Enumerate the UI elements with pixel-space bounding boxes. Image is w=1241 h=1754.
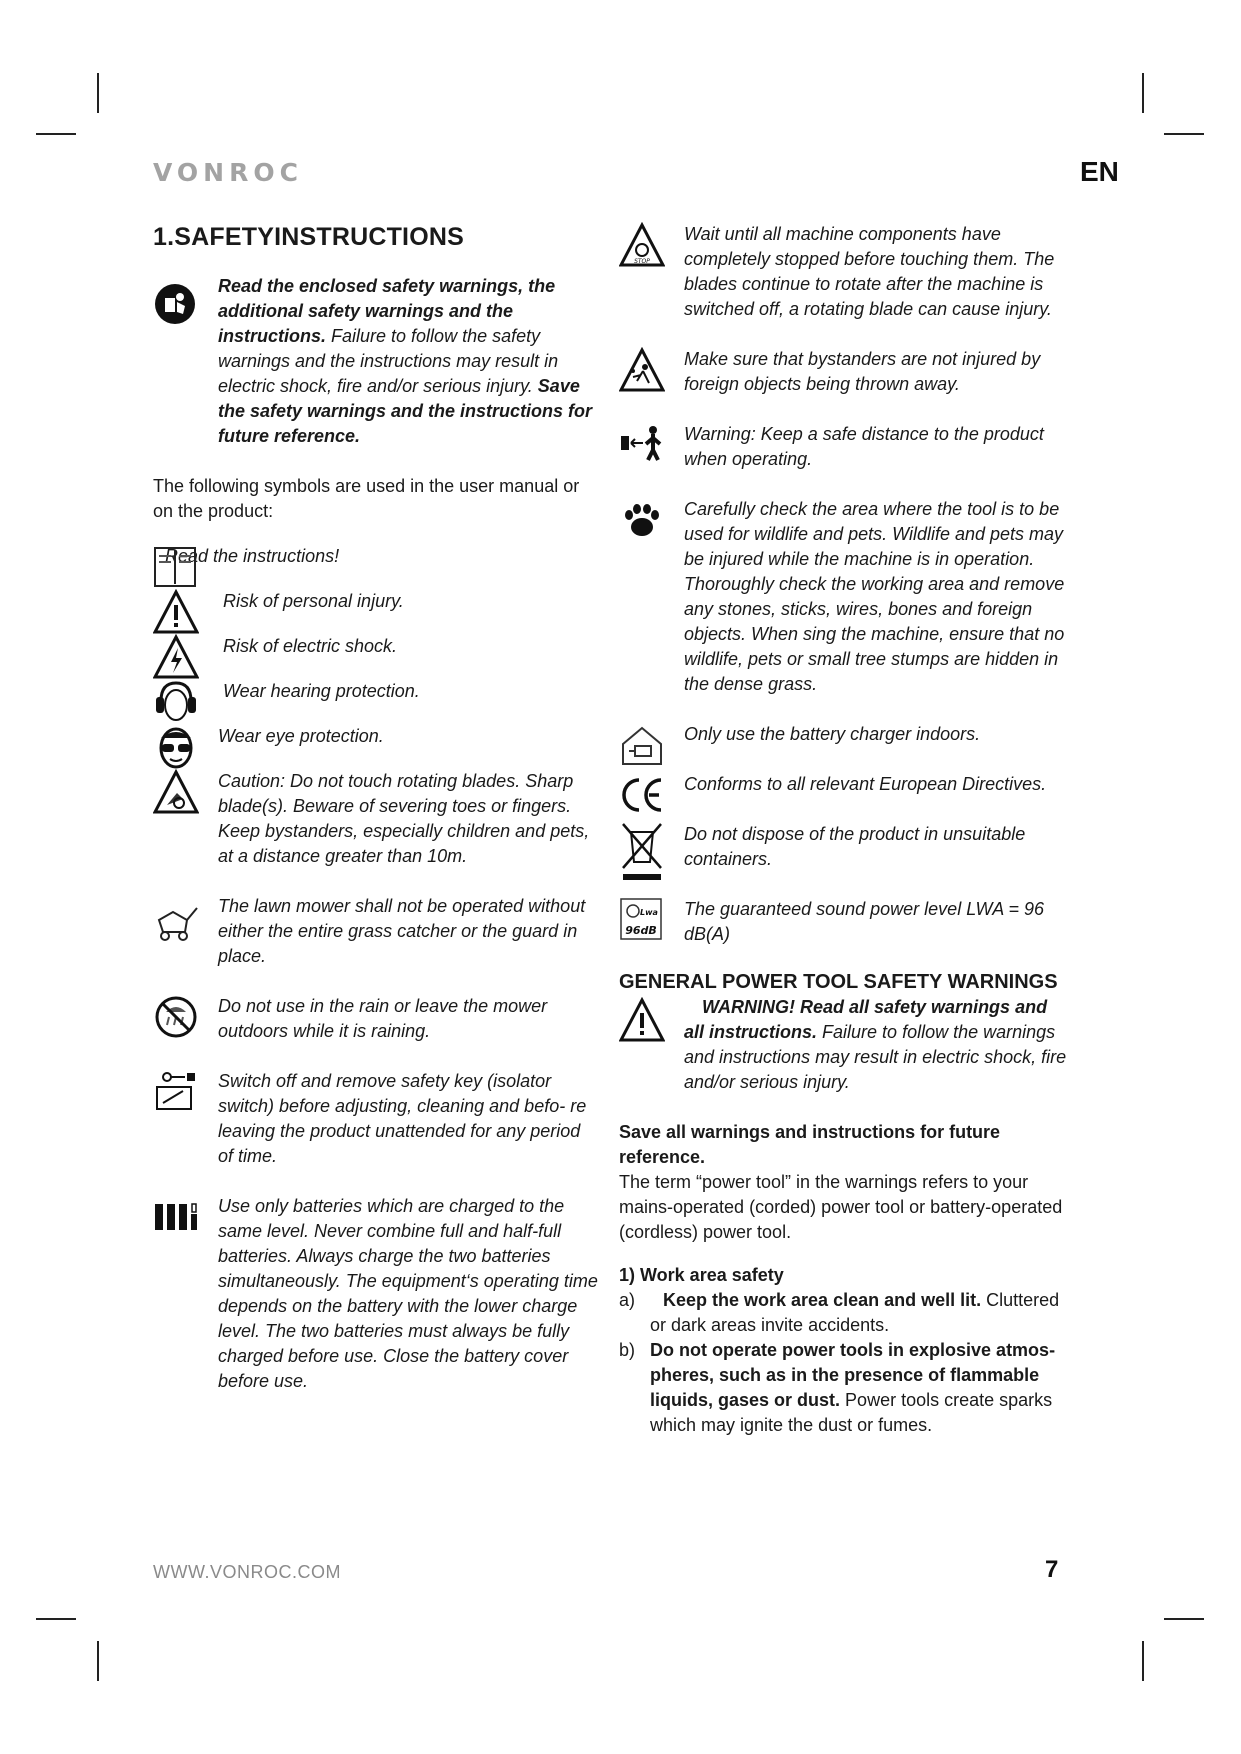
save-all-note: Save all warnings and instructions for future reference. [619,1122,1001,1167]
no-rain-icon [153,992,199,1038]
symbol-entry [153,1194,600,1394]
symbol-text: Carefully check the area where the tool is to be used for wildlife and pets. Wildlife and pets may be injured while the machine is in operation. Thoroughly check the working area and remove any stones, sticks, wires, bones and foreign objects. When sing the machine, ensure that no wildlife, pets or small tree stumps are hidden in the dense grass. [684,499,1065,694]
brand-logo: VONROC [153,158,303,187]
crop-mark [36,133,76,135]
weee-bin-icon [619,822,665,882]
symbol-entry [619,347,1069,397]
read-manual-icon [153,282,197,326]
symbol-text: Use only batteries which are charged to the same level. Never combine full and half-full batteries. Always charge the two batteries simultaneously. The equipment‘s operating time depends on the battery with the lower charge level. The two batteries must always be fully charged before use. Close the battery cover before use. [218,1196,598,1391]
symbol-text: Risk of electric shock. [223,636,398,656]
symbol-text: Switch off and remove safety key (isolator switch) before adjusting, cleaning and befo- re leaving the product unattended for any period of time. [218,1071,587,1166]
crop-mark [1142,73,1144,113]
safe-distance-icon [619,422,665,468]
safety-key-icon [153,1069,199,1115]
manual-book-icon [153,544,199,590]
crop-mark [1164,1618,1204,1620]
symbol-text: Do not use in the rain or leave the mower outdoors while it is raining. [218,996,548,1041]
symbol-entry [619,422,1069,472]
page-number: 7 [1045,1556,1059,1583]
list-item-bold: Do not operate power tools in explosive atmos- pheres, such as in the presence of flammable liquids, gases or dust. [650,1340,1056,1410]
symbol-entry [619,897,1069,947]
left-column [153,222,600,1394]
list-marker: b) [619,1340,636,1360]
symbol-entry [153,544,600,569]
warning-triangle-icon [153,589,199,635]
indoor-charger-icon [619,722,665,768]
crop-mark [36,1618,76,1620]
list-item [619,1338,1069,1438]
list-item-text: Cluttered or dark areas invite accidents. [650,1290,1060,1335]
thrown-objects-icon [619,347,665,393]
symbol-text: Warning: Keep a safe distance to the product when operating. [684,424,1044,469]
symbol-text: Read the instructions! [165,546,340,566]
symbol-entry [619,772,1069,797]
electric-shock-icon [153,634,199,680]
symbol-text: Wait until all machine components have completely stopped before touching them. The blades continue to rotate after the machine is switched off, a rotating blade can cause injury. [684,224,1055,319]
section-title: 1.SAFETYINSTRUCTIONS [153,223,464,251]
battery-level-icon [153,1200,199,1246]
list-item [619,1288,1069,1338]
symbol-text: Make sure that bystanders are not injured by foreign objects being thrown away. [684,349,1041,394]
general-warning-bold: WARNING! Read all safety warnings and all instructions. [684,997,1048,1042]
lead-paragraph [153,274,600,449]
symbol-text: The guaranteed sound power level LWA = 96 dB(A) [684,899,1045,944]
right-column [619,222,1069,1438]
symbol-entry [619,722,1069,747]
symbol-entry [153,634,600,659]
general-warnings-title: GENERAL POWER TOOL SAFETY WARNINGS [619,971,1058,993]
lead-save-text: Save the safety warnings and the instructions for future reference. [218,376,593,446]
rotating-blade-icon [153,769,199,815]
grass-catcher-icon [153,902,199,948]
symbol-entry [153,1069,600,1169]
term-paragraph: The term “power tool” in the warnings refers to your mains-operated (corded) power tool or battery-operated (cordless) power tool. [619,1172,1063,1242]
symbol-entry [153,894,600,969]
crop-mark [1164,133,1204,135]
language-code: EN [1080,156,1119,187]
symbol-text: Conforms to all relevant European Directives. [684,774,1047,794]
symbol-text: Only use the battery charger indoors. [684,724,981,744]
list-marker: a) [619,1290,636,1310]
symbol-text: Risk of personal injury. [223,591,404,611]
symbol-entry [153,589,600,614]
hearing-protection-icon [153,679,199,725]
symbol-entry [153,994,600,1044]
symbol-entry [153,724,600,749]
symbol-text: The lawn mower shall not be operated without either the entire grass catcher or the guard in place. [218,896,586,966]
wildlife-pets-icon [619,497,665,543]
symbol-text: Wear hearing protection. [223,681,420,701]
general-warning-block [619,995,1069,1095]
symbols-intro: The following symbols are used in the user manual or on the product: [153,476,580,521]
sound-level-icon [619,897,665,943]
list-item-text: Power tools create sparks which may ignite the dust or fumes. [650,1390,1053,1435]
symbol-text: Do not dispose of the product in unsuitable containers. [684,824,1026,869]
crop-mark [97,73,99,113]
footer-url: WWW.VONROC.COM [153,1562,341,1582]
sound-label-top: Lwa [640,908,658,917]
ce-mark-icon [619,772,665,818]
crop-mark [1142,1641,1144,1681]
symbol-text: Caution: Do not touch rotating blades. Sharp blade(s). Beware of severing toes or fingers. Keep bystanders, especially children and pets, at a distance greater than 10m. [218,771,590,866]
symbol-entry [153,769,600,869]
warning-triangle-icon [619,997,665,1043]
lead-text: Failure to follow the safety warnings and the instructions may result in electric shock, fire and/or serious injury. [218,326,559,396]
sound-label-value: 96dB [625,924,657,937]
symbol-entry [619,222,1069,322]
symbol-entry [153,679,600,704]
symbol-entry [619,822,1069,872]
lead-bold-text: Read the enclosed safety warnings, the additional safety warnings and the instructions. [218,276,556,346]
symbol-text: Wear eye protection. [218,726,384,746]
stop-blade-icon [619,222,665,268]
general-warning-text: Failure to follow the warnings and instructions may result in electric shock, fire and/or serious injury. [684,1022,1067,1092]
work-area-heading: 1) Work area safety [619,1265,784,1285]
crop-mark [97,1641,99,1681]
svg-text:STOP: STOP [634,258,650,265]
eye-protection-icon [153,724,199,770]
list-item-bold: Keep the work area clean and well lit. [663,1290,982,1310]
symbol-entry [619,497,1069,697]
